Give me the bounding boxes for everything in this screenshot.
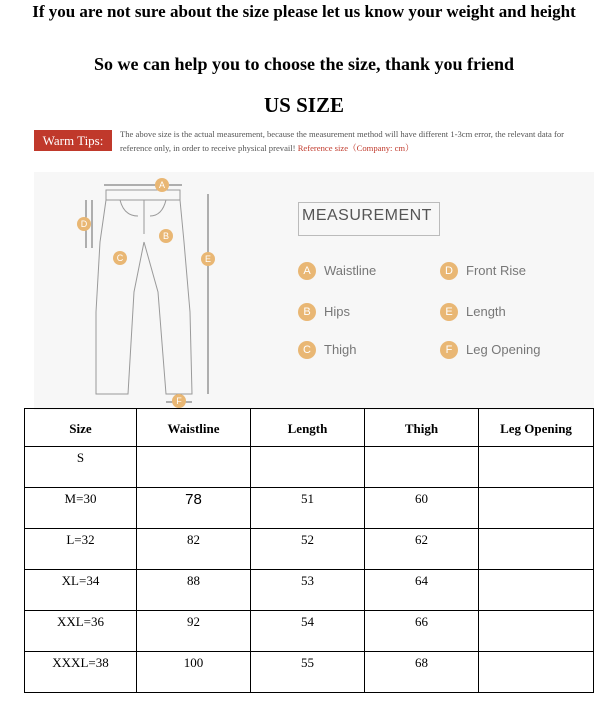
cell-thigh: 64: [365, 570, 479, 611]
column-header-leg-opening: Leg Opening: [479, 409, 594, 447]
cell-length: 55: [251, 652, 365, 693]
cell-length: 53: [251, 570, 365, 611]
cell-thigh: 60: [365, 488, 479, 529]
pants-waistband: [106, 190, 180, 200]
marker-b-letter: B: [162, 231, 170, 241]
column-header-length: Length: [251, 409, 365, 447]
cell-size: XXL=36: [25, 611, 137, 652]
reference-size-note: Reference size（Company: cm）: [297, 143, 414, 153]
pants-pocket-right: [150, 200, 166, 216]
legend-d-label: Front Rise: [466, 263, 526, 278]
marker-f-letter: F: [176, 396, 182, 406]
cell-waistline: 82: [137, 529, 251, 570]
measurement-title: MEASUREMENT: [302, 207, 432, 224]
legend-a-label: Waistline: [324, 263, 377, 278]
cell-size: XL=34: [25, 570, 137, 611]
table-row: [25, 611, 594, 652]
cell-length: [251, 447, 365, 488]
page-title: US SIZE: [264, 93, 344, 117]
cell-length: 54: [251, 611, 365, 652]
cell-waistline: 100: [137, 652, 251, 693]
warm-tips-label: Warm Tips:: [34, 130, 112, 151]
cell-leg-opening: [479, 447, 594, 488]
legend-f-label: Leg Opening: [466, 342, 541, 357]
help-choose-heading: So we can help you to choose the size, thank you friend: [93, 54, 515, 74]
cell-waistline: 92: [137, 611, 251, 652]
table-header-row: [25, 409, 594, 447]
cell-leg-opening: [479, 611, 594, 652]
cell-length: 52: [251, 529, 365, 570]
legend-f-badge: F: [440, 341, 458, 359]
warm-tips-banner: [34, 124, 594, 162]
table-row: [25, 488, 594, 529]
pants-illustration: [34, 172, 234, 410]
legend-e-badge: E: [440, 303, 458, 321]
cell-thigh: [365, 447, 479, 488]
cell-leg-opening: [479, 652, 594, 693]
legend-b-label: Hips: [324, 304, 351, 319]
legend-d-badge: D: [440, 262, 458, 280]
table-row: [25, 652, 594, 693]
measurement-diagram: [34, 172, 594, 410]
legend-c-label: Thigh: [324, 342, 357, 357]
pants-left-leg: [96, 200, 144, 394]
marker-e-letter: E: [204, 254, 212, 264]
marker-d-letter: D: [80, 219, 88, 229]
cell-leg-opening: [479, 529, 594, 570]
cell-size: XXXL=38: [25, 652, 137, 693]
legend-a-badge: A: [298, 262, 316, 280]
cell-thigh: 66: [365, 611, 479, 652]
warm-tips-text: [120, 127, 590, 155]
table-row: [25, 570, 594, 611]
size-advice-heading: If you are not sure about the size please let us know your weight and height: [32, 2, 576, 21]
warm-tips-body: The above size is the actual measurement, because the measurement method will have different 1-3cm error, the relevant data for reference only, in order to receive physical prevail!: [120, 129, 565, 153]
legend-b-badge: B: [298, 303, 316, 321]
column-header-thigh: Thigh: [365, 409, 479, 447]
pants-pocket-left: [120, 200, 138, 216]
table-row: [25, 447, 594, 488]
cell-length: 51: [251, 488, 365, 529]
cell-size: S: [25, 447, 137, 488]
cell-waistline: 88: [137, 570, 251, 611]
cell-leg-opening: [479, 488, 594, 529]
column-header-size: Size: [25, 409, 137, 447]
cell-leg-opening: [479, 570, 594, 611]
cell-waistline: [137, 447, 251, 488]
column-header-waistline: Waistline: [137, 409, 251, 447]
marker-c-letter: C: [116, 253, 124, 263]
legend-e-label: Length: [466, 304, 506, 319]
cell-thigh: 62: [365, 529, 479, 570]
marker-a-letter: A: [158, 180, 166, 190]
cell-thigh: 68: [365, 652, 479, 693]
pants-right-leg: [144, 200, 192, 394]
size-table: [24, 408, 594, 693]
cell-size: L=32: [25, 529, 137, 570]
cell-size: M=30: [25, 488, 137, 529]
table-row: [25, 529, 594, 570]
legend-c-badge: C: [298, 341, 316, 359]
cell-waistline: 78: [137, 488, 251, 529]
